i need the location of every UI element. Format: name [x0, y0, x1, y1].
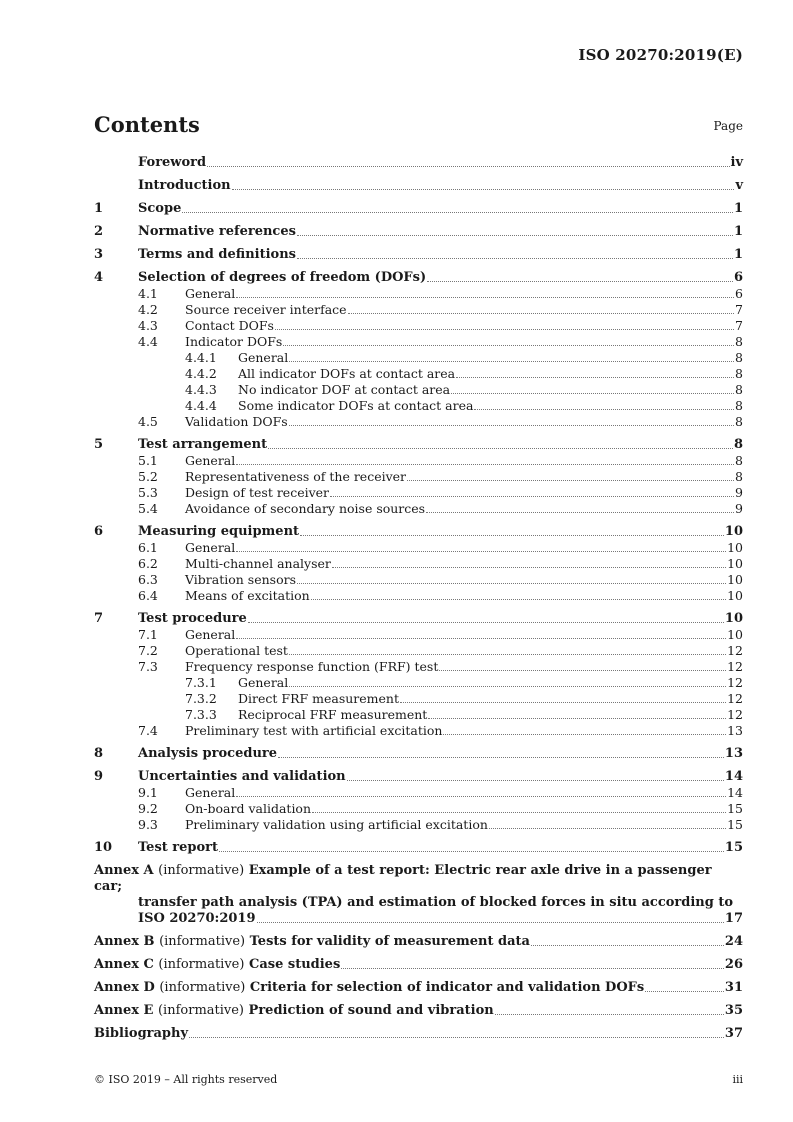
toc-dot-leader — [232, 189, 735, 190]
annex-title: Case studies — [248, 957, 341, 972]
toc-entry-page: 1 — [733, 201, 743, 216]
toc-entry-number: 5.2 — [138, 469, 158, 484]
toc-entry-title: General — [185, 453, 236, 468]
toc-entry-page: 12 — [727, 643, 743, 658]
toc-dot-leader — [330, 496, 734, 497]
toc-entry-title: Multi-channel analyser — [185, 556, 331, 571]
annex-type: (informative) — [158, 957, 245, 972]
toc-dot-leader — [275, 329, 734, 330]
toc-entry-title: General — [185, 627, 236, 642]
toc-entry-number: 7.4 — [138, 723, 158, 738]
toc-subsection-entry[interactable] — [94, 318, 743, 334]
toc-annex-entry[interactable] — [94, 980, 743, 996]
toc-entry-number: 7 — [94, 611, 104, 626]
toc-entry-title: General — [185, 540, 236, 555]
toc-dot-leader — [297, 583, 726, 584]
toc-entry-page: 10 — [727, 556, 743, 571]
toc-subsection-entry[interactable] — [94, 334, 743, 350]
annex-label: Annex A — [94, 863, 154, 878]
toc-dot-leader — [531, 945, 724, 946]
annex-title: Prediction of sound and vibration — [248, 1003, 494, 1018]
annex-title: Tests for validity of measurement data — [249, 934, 530, 949]
toc-dot-leader — [278, 757, 724, 758]
toc-entry-title: Direct FRF measurement — [238, 691, 399, 706]
toc-entry-number: 7.3.1 — [185, 675, 217, 690]
toc-dot-leader — [456, 377, 734, 378]
page-title: Contents — [94, 112, 200, 137]
annex-a-line-2 — [94, 895, 743, 911]
annex-heading — [94, 934, 530, 950]
toc-dot-leader — [427, 281, 733, 282]
toc-entry-number: 3 — [94, 247, 104, 262]
toc-dot-leader — [311, 599, 726, 600]
annex-title-line: transfer path analysis (TPA) and estimation of blocked forces in situ according to — [138, 895, 734, 910]
toc-entry-page: 7 — [735, 302, 743, 317]
toc-entry-page: 10 — [724, 524, 743, 539]
footer-copyright: © ISO 2019 – All rights reserved — [94, 1073, 278, 1086]
annex-title-line: ISO 20270:2019 — [138, 911, 256, 926]
toc-entry-page: 15 — [727, 801, 743, 816]
toc-dot-leader — [182, 212, 733, 213]
toc-dot-leader — [347, 780, 724, 781]
toc-entry-title: Preliminary test with artificial excitation — [185, 723, 443, 738]
toc-entry-number: 4.3 — [138, 318, 158, 333]
toc-entry-number: 4.2 — [138, 302, 158, 317]
toc-section-entry[interactable] — [94, 746, 743, 762]
annex-label: Annex C — [94, 957, 154, 972]
toc-entry-number: 9.3 — [138, 817, 158, 832]
toc-entry-number: 4.1 — [138, 286, 158, 301]
toc-entry-page: 8 — [735, 398, 743, 413]
annex-heading — [94, 1003, 494, 1019]
toc-entry-number: 4.5 — [138, 414, 158, 429]
toc-entry-title: General — [185, 286, 236, 301]
toc-entry-page: 10 — [727, 540, 743, 555]
toc-entry-title: Frequency response function (FRF) test — [185, 659, 439, 674]
toc-entry-number: 4.4.1 — [185, 350, 217, 365]
toc-dot-leader — [443, 734, 726, 735]
toc-subsection-entry[interactable] — [94, 801, 743, 817]
toc-entry-page: 7 — [735, 318, 743, 333]
toc-dot-leader — [297, 258, 733, 259]
footer-page-number: iii — [732, 1073, 743, 1086]
toc-annex-entry[interactable] — [94, 957, 743, 973]
toc-entry-page: 12 — [727, 691, 743, 706]
toc-annex-entry[interactable] — [94, 1003, 743, 1019]
toc-dot-leader — [283, 345, 734, 346]
annex-a-line-3 — [94, 911, 743, 927]
toc-dot-leader — [248, 622, 724, 623]
annex-a-line-1 — [94, 863, 743, 895]
toc-entry-title: Means of excitation — [185, 588, 310, 603]
toc-entry-page: 37 — [724, 1026, 743, 1041]
toc-entry-page: 8 — [735, 469, 743, 484]
annex-heading — [94, 957, 340, 973]
toc-entry-number: 2 — [94, 224, 104, 239]
table-of-contents — [94, 155, 743, 1042]
toc-dot-leader — [236, 796, 726, 797]
doc-id: ISO 20270:2019(E) — [578, 46, 743, 64]
toc-section-entry[interactable] — [94, 270, 743, 286]
toc-dot-leader — [332, 567, 726, 568]
toc-section-entry[interactable] — [94, 769, 743, 785]
toc-entry-page: 12 — [727, 707, 743, 722]
toc-entry-title: General — [185, 785, 236, 800]
toc-entry-title: Validation DOFs — [185, 414, 288, 429]
toc-dot-leader — [236, 297, 734, 298]
toc-dot-leader — [257, 922, 724, 923]
toc-subsection-entry[interactable] — [94, 469, 743, 485]
toc-entry-title: On-board validation — [185, 801, 312, 816]
toc-entry-title: Introduction — [138, 178, 231, 193]
toc-subsection-entry[interactable] — [94, 588, 743, 604]
toc-entry-title: Bibliography — [94, 1026, 189, 1041]
toc-subsection-entry[interactable] — [94, 817, 743, 833]
toc-entry-number: 4 — [94, 270, 104, 285]
toc-section-entry[interactable] — [94, 524, 743, 540]
toc-dot-leader — [312, 812, 726, 813]
annex-heading — [94, 980, 644, 996]
toc-dot-leader — [645, 991, 724, 992]
toc-subsection-entry[interactable] — [94, 286, 743, 302]
toc-section-entry[interactable] — [94, 840, 743, 856]
toc-entry-title: Test report — [138, 840, 219, 855]
toc-entry-number: 7.3 — [138, 659, 158, 674]
toc-entry-number: 5.4 — [138, 501, 158, 516]
toc-entry-number: 5.1 — [138, 453, 158, 468]
toc-entry-page: 24 — [724, 934, 743, 949]
toc-entry-title: Operational test — [185, 643, 288, 658]
annex-type: (informative) — [158, 863, 245, 878]
toc-entry-title: Test procedure — [138, 611, 247, 626]
page-column-label: Page — [713, 119, 743, 133]
toc-entry-number: 6 — [94, 524, 104, 539]
toc-dot-leader — [236, 638, 726, 639]
toc-entry-title: Terms and definitions — [138, 247, 296, 262]
toc-dot-leader — [189, 1037, 724, 1038]
toc-entry-page: 17 — [724, 911, 743, 926]
toc-dot-leader — [407, 480, 734, 481]
toc-entry-page: 9 — [735, 485, 743, 500]
toc-dot-leader — [289, 686, 726, 687]
toc-entry-number: 6.1 — [138, 540, 158, 555]
toc-dot-leader — [348, 313, 734, 314]
toc-dot-leader — [289, 654, 726, 655]
toc-entry-page: 8 — [735, 382, 743, 397]
toc-section-entry[interactable] — [94, 201, 743, 217]
toc-entry-number: 9.2 — [138, 801, 158, 816]
toc-entry-title: Some indicator DOFs at contact area — [238, 398, 474, 413]
toc-subsubsection-entry[interactable] — [94, 398, 743, 414]
toc-entry-page: 9 — [735, 501, 743, 516]
annex-label: Annex D — [94, 980, 155, 995]
annex-label: Annex E — [94, 1003, 154, 1018]
toc-subsubsection-entry[interactable] — [94, 707, 743, 723]
toc-subsubsection-entry[interactable] — [94, 675, 743, 691]
toc-entry-number: 7.2 — [138, 643, 158, 658]
toc-section-entry[interactable] — [94, 437, 743, 453]
toc-entry-title: Preliminary validation using artificial excitation — [185, 817, 488, 832]
toc-dot-leader — [341, 968, 724, 969]
toc-subsection-entry[interactable] — [94, 785, 743, 801]
toc-entry-page: 35 — [724, 1003, 743, 1018]
toc-dot-leader — [219, 851, 724, 852]
toc-entry-page: v — [735, 178, 743, 193]
toc-dot-leader — [428, 718, 726, 719]
toc-entry-title: Measuring equipment — [138, 524, 300, 539]
toc-entry-number: 4.4 — [138, 334, 158, 349]
toc-entry-page: 26 — [724, 957, 743, 972]
toc-entry-page: 15 — [724, 840, 743, 855]
toc-entry-page: 1 — [733, 224, 743, 239]
annex-title-line: Example of a test report: Electric rear axle drive in a passenger car; — [94, 863, 712, 894]
annex-type: (informative) — [159, 934, 246, 949]
toc-entry-page: 13 — [724, 746, 743, 761]
toc-entry-title: Uncertainties and validation — [138, 769, 346, 784]
toc-subsubsection-entry[interactable] — [94, 350, 743, 366]
toc-dot-leader — [426, 512, 734, 513]
toc-dot-leader — [236, 551, 726, 552]
toc-entry-number: 10 — [94, 840, 113, 855]
toc-entry-title: Normative references — [138, 224, 296, 239]
toc-dot-leader — [297, 235, 733, 236]
toc-entry-title: Test arrangement — [138, 437, 268, 452]
toc-subsection-entry[interactable] — [94, 302, 743, 318]
toc-entry-title: No indicator DOF at contact area — [238, 382, 451, 397]
toc-subsection-entry[interactable] — [94, 572, 743, 588]
toc-entry-page: 8 — [735, 453, 743, 468]
toc-subsection-entry[interactable] — [94, 501, 743, 517]
toc-entry-page: 8 — [733, 437, 743, 452]
toc-entry-title: Reciprocal FRF measurement — [238, 707, 428, 722]
toc-entry-page: 13 — [727, 723, 743, 738]
toc-dot-leader — [207, 166, 729, 167]
toc-subsection-entry[interactable] — [94, 414, 743, 430]
toc-entry-number: 7.1 — [138, 627, 158, 642]
toc-entry-number: 1 — [94, 201, 104, 216]
toc-dot-leader — [289, 425, 734, 426]
toc-entry-number: 9.1 — [138, 785, 158, 800]
toc-entry-page: 14 — [727, 785, 743, 800]
toc-subsection-entry[interactable] — [94, 556, 743, 572]
toc-entry-number: 4.4.3 — [185, 382, 217, 397]
toc-subsubsection-entry[interactable] — [94, 382, 743, 398]
toc-section-entry[interactable] — [94, 155, 743, 171]
toc-entry-page: iv — [730, 155, 743, 170]
toc-entry-title: Design of test receiver — [185, 485, 330, 500]
toc-entry-number: 9 — [94, 769, 104, 784]
toc-dot-leader — [300, 535, 724, 536]
toc-subsection-entry[interactable] — [94, 627, 743, 643]
toc-entry-page: 1 — [733, 247, 743, 262]
toc-entry-number: 5 — [94, 437, 104, 452]
toc-entry-number: 6.3 — [138, 572, 158, 587]
toc-entry-page: 10 — [727, 572, 743, 587]
toc-entry-page: 6 — [733, 270, 743, 285]
toc-entry-page: 10 — [727, 588, 743, 603]
toc-entry-title: Foreword — [138, 155, 207, 170]
toc-entry-title: Scope — [138, 201, 182, 216]
toc-subsection-entry[interactable] — [94, 540, 743, 556]
toc-subsection-entry[interactable] — [94, 643, 743, 659]
annex-label: Annex B — [94, 934, 155, 949]
toc-entry-title: Source receiver interface — [185, 302, 347, 317]
toc-entry-title: Indicator DOFs — [185, 334, 283, 349]
toc-subsection-entry[interactable] — [94, 453, 743, 469]
toc-section-entry[interactable] — [94, 611, 743, 627]
toc-subsubsection-entry[interactable] — [94, 691, 743, 707]
toc-entry-title: All indicator DOFs at contact area — [238, 366, 456, 381]
toc-section-entry[interactable] — [94, 224, 743, 240]
toc-entry-page: 14 — [724, 769, 743, 784]
toc-entry-page: 6 — [735, 286, 743, 301]
annex-title: Criteria for selection of indicator and validation DOFs — [249, 980, 645, 995]
toc-entry-number: 5.3 — [138, 485, 158, 500]
toc-entry-page: 10 — [724, 611, 743, 626]
toc-entry-title: General — [238, 675, 289, 690]
toc-entry-page: 10 — [727, 627, 743, 642]
toc-dot-leader — [289, 361, 734, 362]
toc-entry-page: 8 — [735, 366, 743, 381]
toc-entry-page: 31 — [724, 980, 743, 995]
toc-subsubsection-entry[interactable] — [94, 366, 743, 382]
toc-entry-title: Vibration sensors — [185, 572, 296, 587]
toc-dot-leader — [236, 464, 734, 465]
toc-dot-leader — [268, 448, 733, 449]
toc-entry-number: 4.4.2 — [185, 366, 217, 381]
toc-entry-page: 8 — [735, 350, 743, 365]
toc-entry-title: Analysis procedure — [138, 746, 278, 761]
toc-entry-page: 12 — [727, 675, 743, 690]
toc-entry-title: General — [238, 350, 289, 365]
toc-subsection-entry[interactable] — [94, 723, 743, 739]
toc-entry-number: 6.2 — [138, 556, 158, 571]
toc-dot-leader — [451, 393, 734, 394]
toc-entry-page: 12 — [727, 659, 743, 674]
toc-entry-number: 7.3.2 — [185, 691, 217, 706]
toc-dot-leader — [474, 409, 734, 410]
toc-entry-number: 4.4.4 — [185, 398, 217, 413]
toc-dot-leader — [439, 670, 726, 671]
toc-entry-title: Contact DOFs — [185, 318, 274, 333]
toc-entry-title: Representativeness of the receiver — [185, 469, 407, 484]
toc-entry-title: Avoidance of secondary noise sources — [185, 501, 426, 516]
toc-entry-number: 6.4 — [138, 588, 158, 603]
toc-entry-page: 8 — [735, 334, 743, 349]
toc-section-entry[interactable] — [94, 178, 743, 194]
toc-entry-page: 15 — [727, 817, 743, 832]
toc-dot-leader — [489, 828, 726, 829]
toc-bibliography-entry[interactable] — [94, 1026, 743, 1042]
toc-entry-number: 8 — [94, 746, 104, 761]
toc-annex-a-entry[interactable] — [94, 863, 743, 927]
toc-entry-number: 7.3.3 — [185, 707, 217, 722]
toc-dot-leader — [495, 1014, 724, 1015]
toc-dot-leader — [400, 702, 726, 703]
toc-subsection-entry[interactable] — [94, 485, 743, 501]
annex-type: (informative) — [157, 1003, 245, 1018]
annex-type: (informative) — [159, 980, 246, 995]
toc-annex-entry[interactable] — [94, 934, 743, 950]
toc-entry-title: Selection of degrees of freedom (DOFs) — [138, 270, 427, 285]
toc-entry-page: 8 — [735, 414, 743, 429]
toc-section-entry[interactable] — [94, 247, 743, 263]
toc-subsection-entry[interactable] — [94, 659, 743, 675]
